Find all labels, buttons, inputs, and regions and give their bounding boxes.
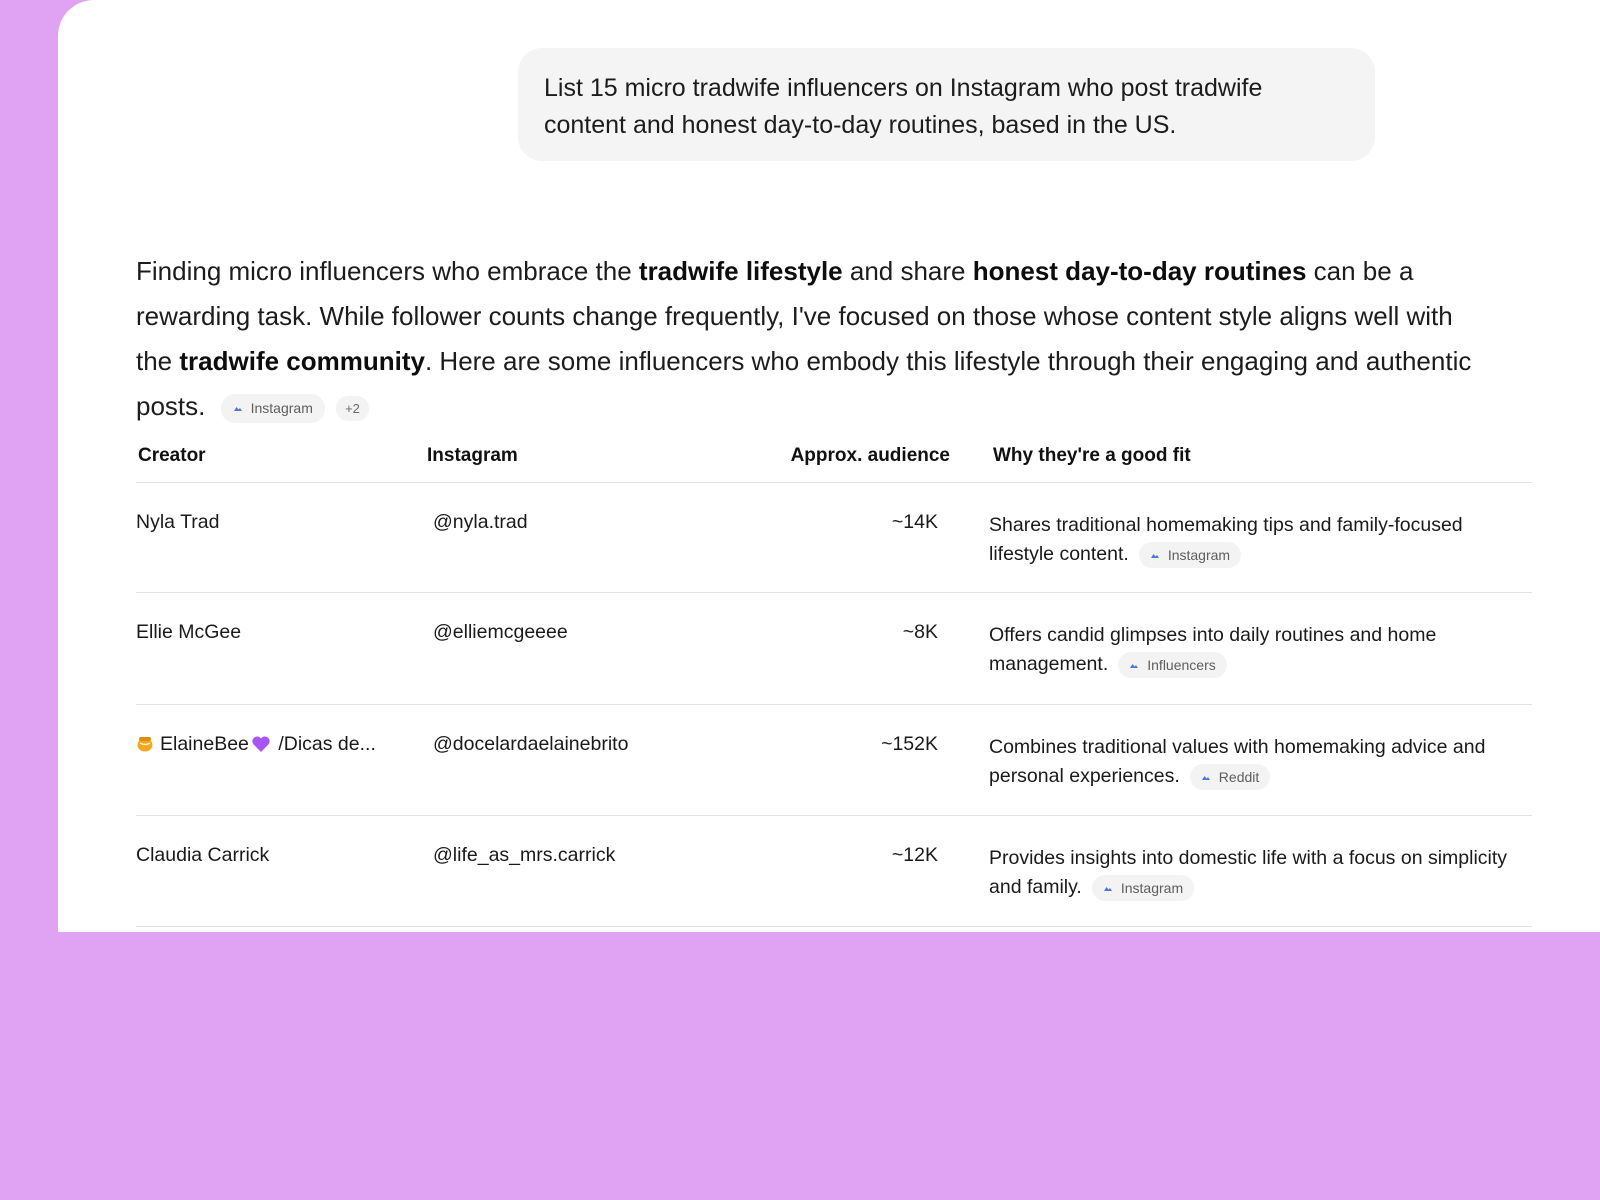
- table-row: [136, 705, 1532, 816]
- fit-reason: [989, 511, 1529, 569]
- creator-name: Ellie McGee: [136, 621, 242, 643]
- creator-name-part: /Dicas de...: [272, 733, 376, 755]
- instagram-handle: @elliemcgeeee: [433, 621, 568, 643]
- source-chip[interactable]: [1118, 652, 1226, 678]
- creator-name: Nyla Trad: [136, 511, 220, 533]
- header-creator: Creator: [138, 445, 206, 466]
- instagram-handle: @nyla.trad: [433, 511, 528, 533]
- creator-name: [136, 733, 376, 756]
- creator-name: Claudia Carrick: [136, 844, 270, 866]
- fit-reason: [989, 733, 1529, 791]
- table-header: [136, 430, 1532, 483]
- source-link-icon: [1201, 773, 1211, 781]
- fit-reason-text: Shares traditional homemaking tips and family-focused lifestyle content.: [989, 514, 1463, 565]
- audience-size: ~8K: [902, 621, 938, 643]
- answer-text-3: can be a rewarding task. While follower counts change frequently, I've focused on those whose content style aligns well with the: [136, 256, 1453, 376]
- source-link-icon: [233, 404, 243, 412]
- source-chip-instagram[interactable]: [221, 394, 325, 423]
- user-message-bubble: [518, 48, 1375, 161]
- instagram-handle: @life_as_mrs.carrick: [433, 844, 616, 866]
- audience-size: ~14K: [891, 511, 938, 533]
- assistant-answer: [136, 249, 1486, 429]
- fit-reason: [989, 621, 1529, 679]
- header-why: Why they're a good fit: [993, 445, 1191, 466]
- influencer-table: [136, 430, 1532, 927]
- header-instagram: Instagram: [427, 445, 518, 466]
- source-chip-label: Reddit: [1218, 769, 1260, 785]
- source-chip-label: Instagram: [1120, 880, 1184, 896]
- audience-size: ~152K: [881, 733, 938, 755]
- source-chip[interactable]: [1092, 875, 1194, 901]
- fit-reason: [989, 844, 1529, 902]
- answer-text-4: . Here are some influencers who embody this lifestyle through their engaging and authentic posts.: [136, 346, 1472, 421]
- audience-size: ~12K: [891, 844, 938, 866]
- answer-text-1: Finding micro influencers who embrace the: [136, 256, 639, 286]
- creator-name-part: ElaineBee: [160, 733, 249, 755]
- source-link-icon: [1150, 551, 1160, 559]
- user-message-text: List 15 micro tradwife influencers on Instagram who post tradwife content and honest day-to-day routines, based in the US.: [544, 74, 1263, 139]
- answer-bold-1: tradwife lifestyle: [638, 256, 843, 286]
- fit-reason-text: Offers candid glimpses into daily routines and home management.: [989, 624, 1437, 675]
- answer-bold-2: honest day-to-day routines: [972, 256, 1307, 286]
- more-sources-chip[interactable]: +2: [336, 396, 369, 421]
- answer-text-2: and share: [842, 256, 973, 286]
- fit-reason-text: Provides insights into domestic life with a focus on simplicity and family.: [989, 847, 1508, 898]
- answer-bold-3: tradwife community: [179, 346, 425, 376]
- fit-reason-text: Combines traditional values with homemaking advice and personal experiences.: [989, 736, 1486, 787]
- purple-heart-emoji-icon: [251, 735, 271, 753]
- source-chip[interactable]: [1190, 764, 1270, 790]
- table-row: [136, 593, 1532, 705]
- chat-window: [58, 0, 1600, 932]
- table-row: [136, 483, 1532, 593]
- source-chip[interactable]: [1139, 542, 1241, 568]
- source-link-icon: [1103, 884, 1113, 892]
- source-chip-label: Instagram: [1167, 547, 1231, 563]
- source-chip-label: Instagram: [250, 399, 313, 416]
- honey-pot-emoji-icon: [136, 734, 154, 752]
- instagram-handle: @docelardaelainebrito: [433, 733, 629, 755]
- source-chip-label: Influencers: [1147, 657, 1216, 673]
- source-link-icon: [1129, 661, 1139, 669]
- table-row: [136, 816, 1532, 927]
- header-audience: Approx. audience: [790, 445, 950, 466]
